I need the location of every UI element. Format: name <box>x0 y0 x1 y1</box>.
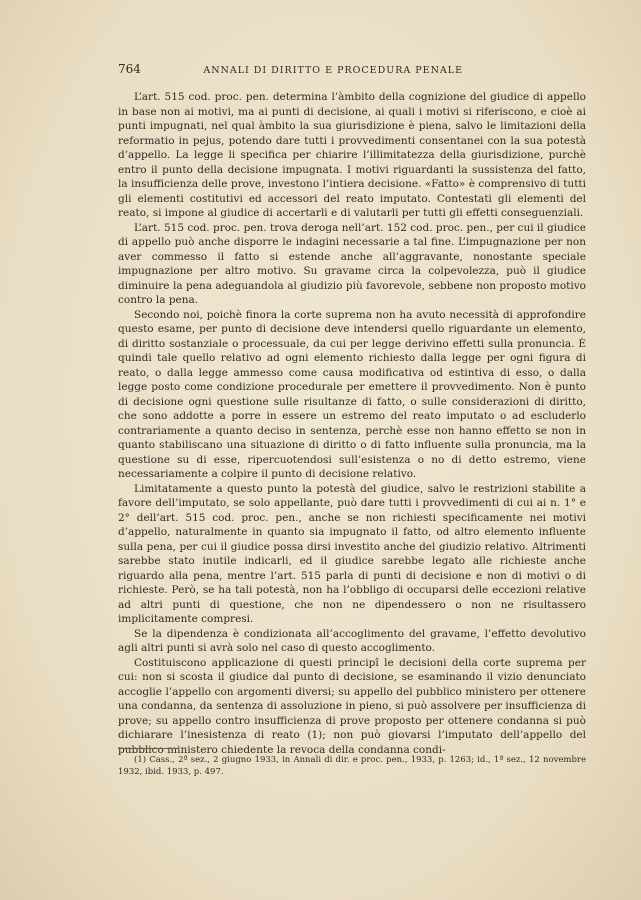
paragraph: Secondo noi, poichè finora la corte suprema non ha avuto necessità di approfondire questo esame, per punto di decisione deve intendersi quello riguardante un elemento, di diritto sostanziale o processuale, da cui per legge derivino effetti sulla pronuncia. È quindi tale quello relativo ad ogni elemento richiesto dalla legge per ogni figura di reato, o dalla legge ammesso come causa modificativa od estintiva di esso, o dalla legge posto come condizione procedurale per emettere il provvedimento. Non è punto di decisione ogni questione sulle risultanze di fatto, o sulle considerazioni di diritto, che sono addotte a porre in essere un estremo del reato imputato o ad escluderlo contrariamente a quanto deciso in sentenza, perchè esse non hanno effetto se non in quanto stabiliscano una situazione di diritto o di fatto influente sulla pronuncia, ma la questione su di esse, ripercuotendosi sull’esistenza o no di detto estremo, viene necessariamente a colpire il punto di decisione relativo. <box>118 308 586 480</box>
paragraph: L’art. 515 cod. proc. pen. trova deroga nell’art. 152 cod. proc. pen., per cui il giudice di appello può anche disporre le indagini necessarie a tal fine. L’impugnazione per non aver commesso il fatto si estende anche all’aggravante, nonostante speciale impugnazione per altro motivo. Su gravame circa la colpevolezza, può il giudice diminuire la pena adeguandola al giudizio più favorevole, sebbene non proposto motivo contro la pena. <box>118 221 586 306</box>
paragraph: Se la dipendenza è condizionata all’accoglimento del gravame, l’effetto devolutivo agli altri punti si avrà solo nel caso di questo accoglimento. <box>118 627 586 654</box>
paragraph: L’art. 515 cod. proc. pen. determina l’àmbito della cognizione del giudice di appello in base non ai motivi, ma ai punti di decisione, ai quali i motivi si riferiscono, e cioè ai punti impugnati, nel qual àmbito la sua giurisdizione è piena, salvo le limitazioni della reformatio in pejus, potendo dare tutti i provvedimenti consentanei con la sua potestà d’appello. La legge li specifica per chiarire l’illimitatezza della giurisdizione, purchè entro il punto della decisione impugnata. I motivi riguardanti la sussistenza del fatto, la insufficienza delle prove, investono l’intiera decisione. «Fatto» è comprensivo di tutti gli elementi costitutivi ed accessori del reato imputato. Contestati gli elementi del reato, si impone al giudice di accertarli e di valutarli per tutti gli effetti conseguenziali. <box>118 91 586 219</box>
paragraph: Costituiscono applicazione di questi principî le decisioni della corte suprema per cui: non si scosta il giudice dal punto di decisione, se esaminando il vizio denunciato accoglie l’appello con argomenti diversi; su appello del pubblico ministero per ottenere una condanna, da sentenza di assoluzione in pieno, si può assolvere per insufficienza di prove; su appello contro insufficienza di prove proposto per ottenere condanna si può dichiarare l’inesistenza di reato (1); non può giovarsi l’imputato dell’appello del pubblico ministero chiedente la revoca della condanna condi- <box>118 656 586 756</box>
body-text <box>118 90 586 757</box>
paragraph: Limitatamente a questo punto la potestà del giudice, salvo le restrizioni stabilite a favore dell’imputato, se solo appellante, può dare tutti i provvedimenti di cui ai n. 1° e 2° dell’art. 515 cod. proc. pen., anche se non richiesti specificamente nei motivi d’appello, naturalmente in quanto sia impugnato il fatto, od altro elemento influente sulla pena, per cui il giudice possa dirsi investito anche del giudizio relativo. Altrimenti sarebbe stato inutile indicarli, ed il giudice sarebbe legato alle richieste anche riguardo alla pena, mentre l’art. 515 parla di punti di decisione e non di motivi o di richieste. Però, se ha tali potestà, non ha l’obbligo di occuparsi delle eccezioni relative ad altri punti di questione, che non ne dipendessero o non ne risultassero implicitamente compresi. <box>118 482 586 625</box>
footnote: (1) Cass., 2ª sez., 2 giugno 1933, in Annali di dir. e proc. pen., 1933, p. 1263; id., 1ª sez., 12 novembre 1932, ibid. 1933, p. 497. <box>118 755 586 777</box>
footnote-divider <box>118 748 178 749</box>
page-header <box>118 62 581 76</box>
running-title: ANNALI DI DIRITTO E PROCEDURA PENALE <box>203 65 463 76</box>
page-number: 764 <box>118 62 141 76</box>
